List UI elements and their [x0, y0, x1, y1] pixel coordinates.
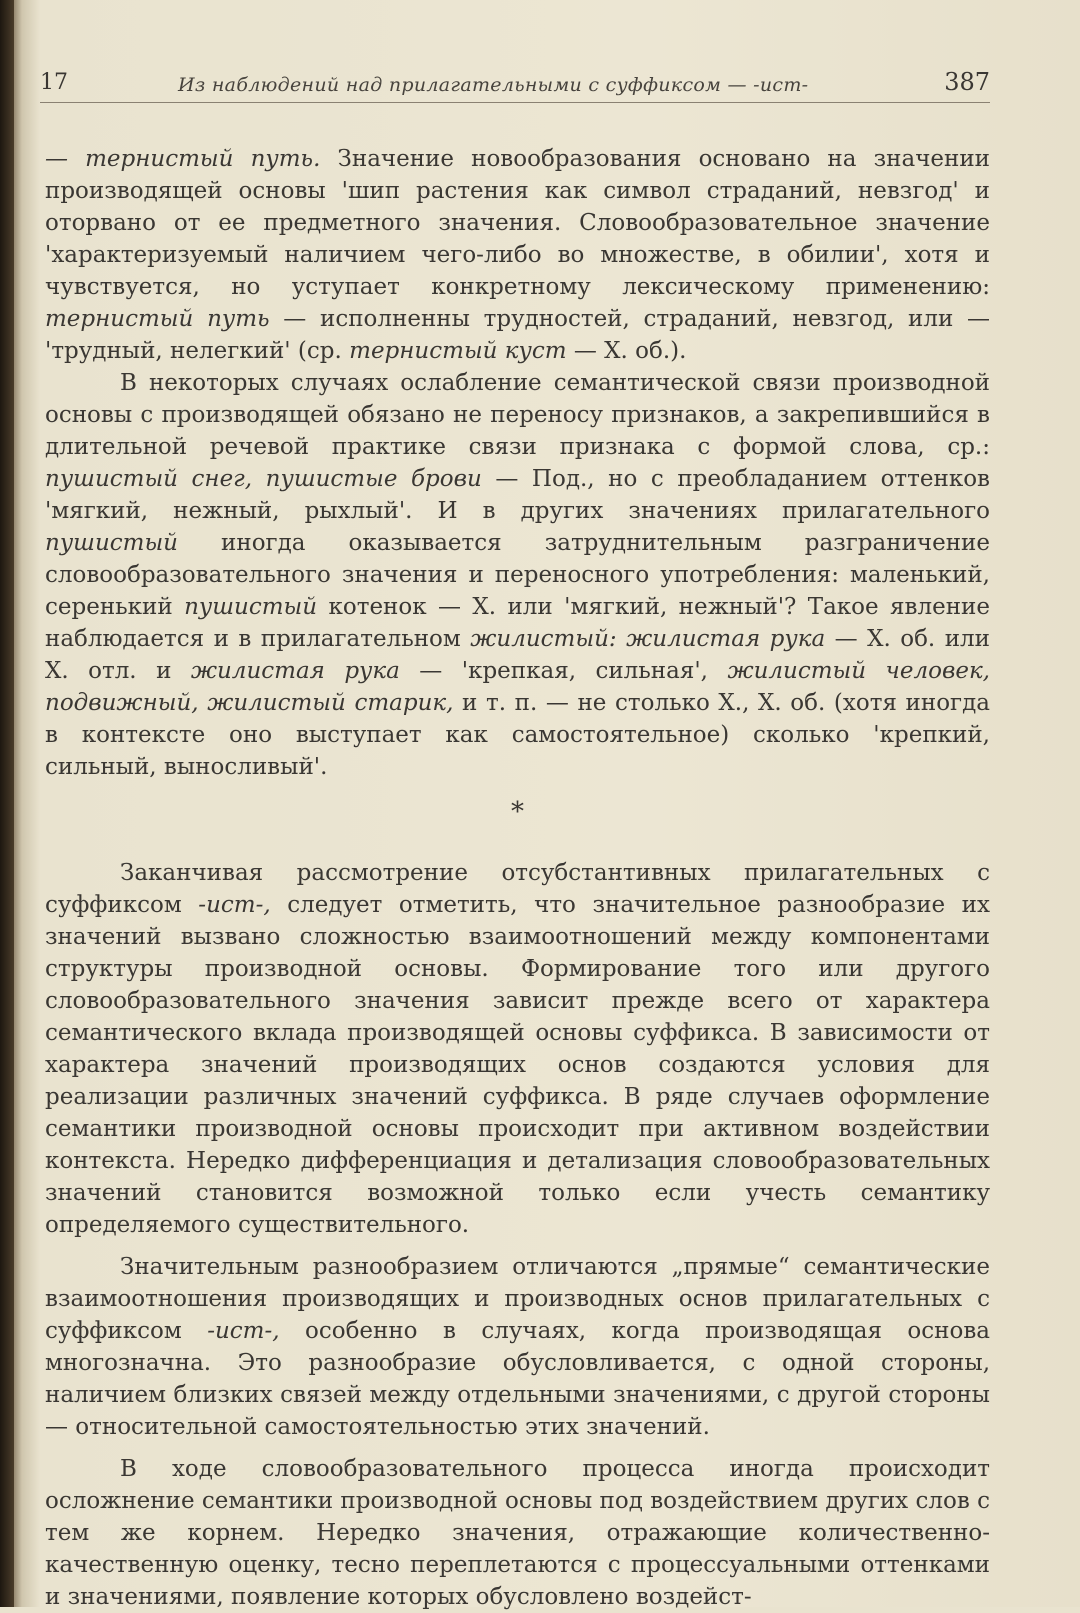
text-run: — Под., но с преобладанием оттенков 'мягкий, нежный, рыхлый'. И в других значениях прилагательного [45, 466, 990, 524]
page-number: 387 [944, 68, 990, 96]
text-run: — 'крепкая, сильная', [399, 658, 728, 684]
italic-example: пушистый [45, 530, 178, 556]
paragraph-4 [45, 1251, 990, 1443]
paragraph-1 [45, 143, 990, 367]
text-run: — Х. об.). [566, 338, 687, 364]
text-run: В ходе словообразовательного процесса иногда происходит осложнение семантики производной основы под воздействием других слов с тем же корнем. Нередко значения, отражающие количественно-качественную оценку, тесно переплетаются с процессуальными оттенками и значениями, появление которых обусловлено воздейст- [45, 1456, 990, 1610]
italic-example: тернистый путь [45, 306, 270, 332]
running-title: Из наблюдений над прилагательными с суффиксом — -ист- [178, 74, 809, 96]
book-spine-edge [0, 0, 14, 1607]
paragraph-2 [45, 367, 990, 783]
italic-example: -ист-, [207, 1318, 280, 1344]
text-run: Значительным разнообразием отличаются „прямые“ семантические взаимоотношения производящих и производных основ прилагательных с суффиксом [45, 1254, 990, 1344]
italic-example: тернистый куст [349, 338, 567, 364]
page-body [45, 143, 990, 1613]
paragraph-3 [45, 857, 990, 1241]
italic-example: пушистый [184, 594, 318, 620]
header-rule [40, 102, 990, 103]
italic-example: — тернистый путь. [45, 146, 321, 172]
text-run: особенно в случаях, когда производящая основа многозначна. Это разнообразие обусловливается, с одной стороны, наличием близких связей между отдельными значениями, с другой стороны — относительной самостоятельностью этих значений. [45, 1318, 990, 1440]
text-run: котенок — Х. или 'мягкий, нежный'? Такое явление наблюдается и в прилагательном [45, 594, 990, 652]
italic-example: жилистая рука [190, 658, 400, 684]
text-run: следует отметить, что значительное разнообразие их значений вызвано сложностью взаимоотношений между компонентами структуры производной основы. Формирование того или другого словообразовательного значения зависит прежде всего от характера семантического вклада производящей основы суффикса. В зависимости от характера значений производящих основ создаются условия для реализации различных значений суффикса. В ряде случаев оформление семантики производной основы происходит при активном воздействии контекста. Нередко дифференциация и детализация словообразовательных значений становится возможной только если учесть семантику определяемого существительного. [45, 892, 990, 1238]
section-separator: * [511, 797, 524, 827]
text-run: иногда оказывается затруднительным разграничение словообразовательного значения и переносного употребления: маленький, серенький [45, 530, 990, 620]
text-run: — исполненны трудностей, страданий, невзгод, или — 'трудный, нелегкий' (ср. [45, 306, 991, 364]
text-run: Значение новообразования основано на значении производящей основы 'шип растения как символ страданий, невзгод' и оторвано от ее предметного значения. Словообразовательное значение 'характеризуемый наличием чего-либо во множестве, в обилии', хотя и чувствуется, но уступает конкретному лексическому применению: [45, 146, 990, 300]
paragraph-5 [45, 1453, 990, 1613]
text-run: — Х. об. или Х. отл. и [45, 626, 990, 684]
text-run: Заканчивая рассмотрение отсубстантивных прилагательных с суффиксом [45, 860, 990, 918]
italic-example: -ист-, [198, 892, 271, 918]
text-run: и т. п. — не столько Х., Х. об. (хотя иногда в контексте оно выступает как самостоятельное) сколько 'крепкий, сильный, выносливый'. [45, 690, 990, 780]
page-header [40, 70, 990, 104]
italic-example: жилистый: жилистая рука [470, 626, 826, 652]
text-run: В некоторых случаях ослабление семантической связи производной основы с производящей обязано не переносу признаков, а закрепившийся в длительной речевой практике связи признака с формой слова, ср.: [45, 370, 990, 460]
italic-example: жилистый человек, подвижный, жилистый старик, [45, 658, 990, 716]
section-number: 17 [40, 70, 68, 95]
italic-example: пушистый снег, пушистые брови [45, 466, 482, 492]
